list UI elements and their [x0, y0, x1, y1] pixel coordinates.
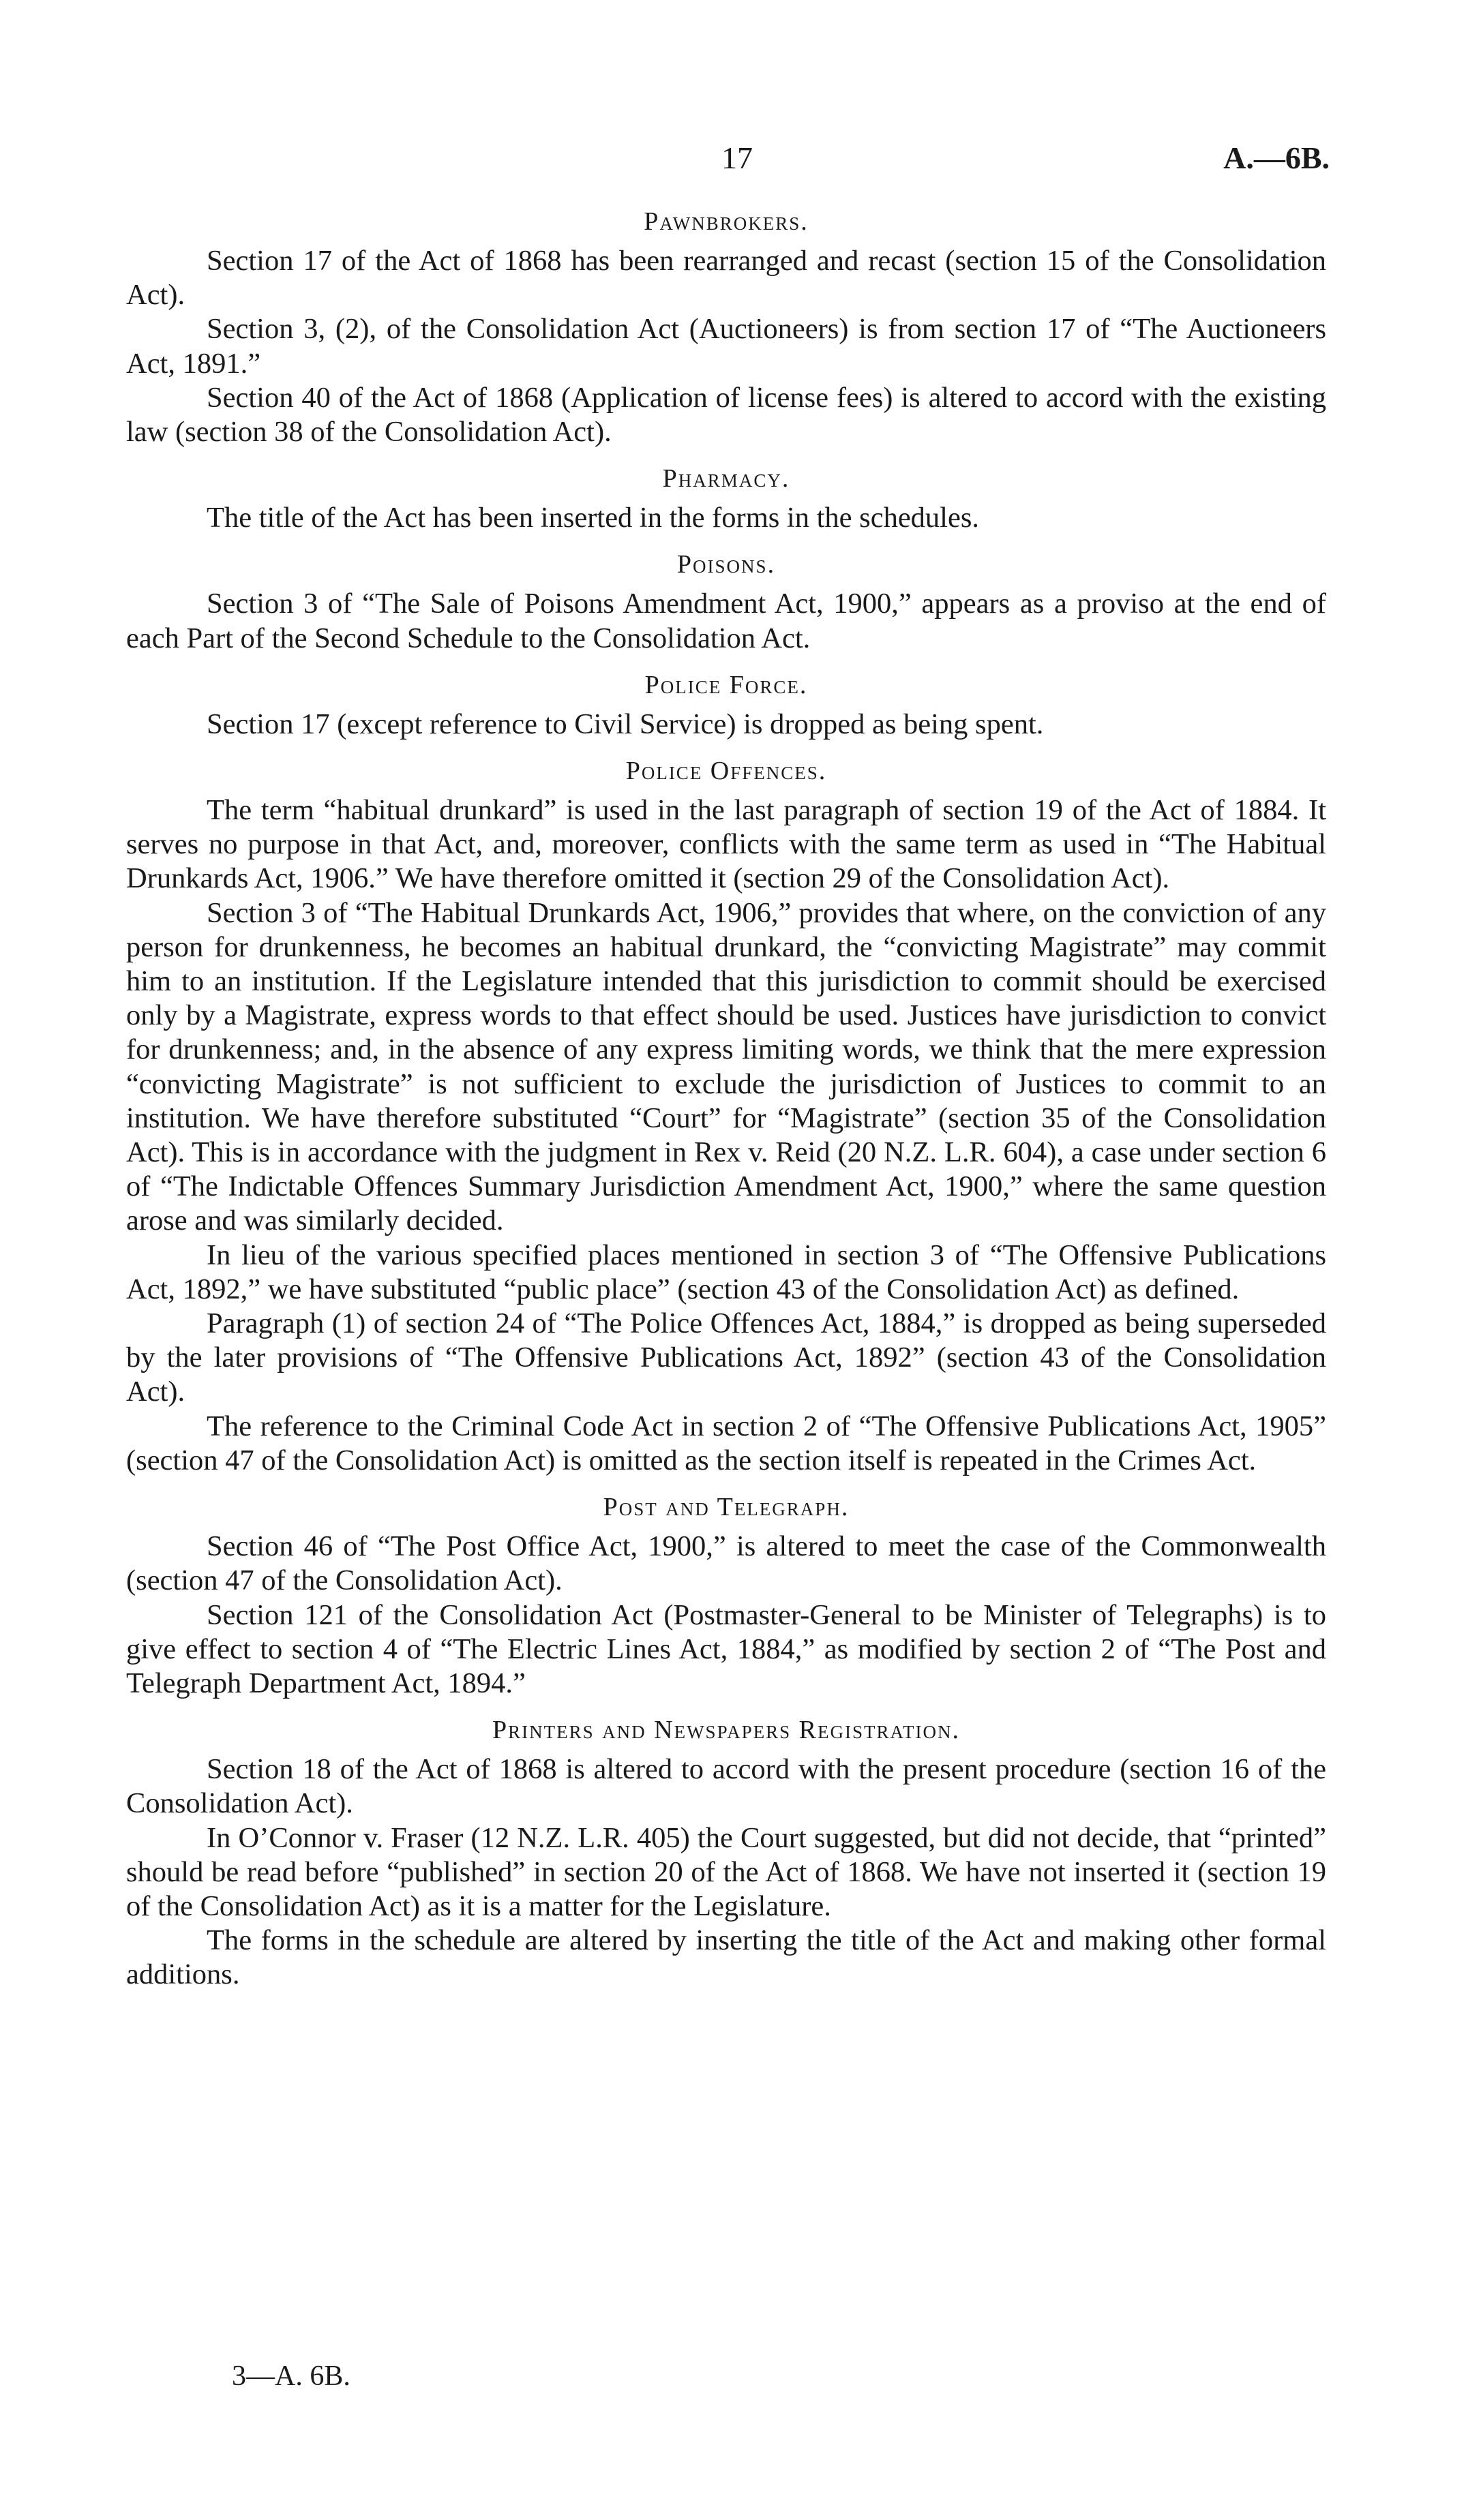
section-heading-poisons: Poisons. [676, 550, 776, 579]
section-heading-post-and-telegraph: Post and Telegraph. [603, 1493, 850, 1522]
paragraph: The reference to the Criminal Code Act in section 2 of “The Offensive Publications Act, 1905” (section 47 of the Consolidation Act) is omitted as the section itself is repeated in the Crimes Act. [126, 1410, 1326, 1476]
page-number: 17 [721, 140, 753, 175]
section-heading-printers-and-newspapers: Printers and Newspapers Registration. [492, 1716, 960, 1745]
paragraph: In O’Connor v. Fraser (12 N.Z. L.R. 405) the Court suggested, but did not decide, that “printed” should be read before “published” in section 20 of the Act of 1868. We have not inserted it (section 19 of the Consolidation Act) as it is a matter for the Legislature. [126, 1821, 1326, 1922]
paragraph: The title of the Act has been inserted in the forms in the schedules. [207, 502, 980, 534]
document-reference: A.—6B. [1223, 140, 1330, 175]
paragraph: Section 40 of the Act of 1868 (Application of license fees) is altered to accord with the existing law (section 38 of the Consolidation Act). [126, 381, 1326, 449]
paragraph: The term “habitual drunkard” is used in the last paragraph of section 19 of the Act of 1884. It serves no purpose in that Act, and, moreover, conflicts with the same term as used in “The Habitual Drunkards Act, 1906.” We have therefore omitted it (section 29 of the Consolidation Act). [126, 794, 1326, 895]
paragraph: Section 3 of “The Habitual Drunkards Act, 1906,” provides that where, on the conviction of any person for drunkenness, he becomes an habitual drunkard, the “convicting Magistrate” may commit him to an institution. If the Legislature intended that this jurisdiction to commit should be exercised only by a Magistrate, express words to that effect should be used. Justices have jurisdiction to convict for drunkenness; and, in the absence of any express limiting words, we think that the mere expression “convicting Magistrate” is not sufficient to exclude the jurisdiction of Justices to commit to an institution. We have therefore substituted “Court” for “Magistrate” (section 35 of the Consolidation Act). This is in accordance with the judgment in Rex v. Reid (20 N.Z. L.R. 604), a case under section 6 of “The Indictable Offences Summary Jurisdiction Amendment Act, 1900,” where the same question arose and was similarly decided. [126, 896, 1326, 1237]
section-heading-pharmacy: Pharmacy. [662, 464, 790, 494]
paragraph: Section 17 (except reference to Civil Service) is dropped as being spent. [207, 708, 1044, 740]
page-header [0, 140, 1466, 181]
page-content [126, 204, 1326, 1992]
section-heading-police-offences: Police Offences. [625, 757, 827, 786]
paragraph: Section 18 of the Act of 1868 is altered to accord with the present procedure (section 16 of the Consolidation Act). [126, 1753, 1326, 1820]
paragraph: Paragraph (1) of section 24 of “The Police Offences Act, 1884,” is dropped as being superseded by the later provisions of “The Offensive Publications Act, 1892” (section 43 of the Consolidation Act). [126, 1307, 1326, 1408]
section-heading-police-force: Police Force. [644, 670, 808, 699]
paragraph: Section 3 of “The Sale of Poisons Amendment Act, 1900,” appears as a proviso at the end of each Part of the Second Schedule to the Consolidation Act. [126, 588, 1326, 654]
paragraph: Section 46 of “The Post Office Act, 1900,” is altered to meet the case of the Commonwealth (section 47 of the Consolidation Act). [126, 1530, 1326, 1597]
paragraph: Section 3, (2), of the Consolidation Act (Auctioneers) is from section 17 of “The Auctioneers Act, 1891.” [126, 313, 1326, 380]
paragraph: Section 121 of the Consolidation Act (Postmaster-General to be Minister of Telegraphs) is to give effect to section 4 of “The Electric Lines Act, 1884,” as modified by section 2 of “The Post and Telegraph Department Act, 1894.” [126, 1598, 1326, 1699]
paragraph: In lieu of the various specified places mentioned in section 3 of “The Offensive Publications Act, 1892,” we have substituted “public place” (section 43 of the Consolidation Act) as defined. [126, 1239, 1326, 1305]
signature-mark: 3—A. 6B. [232, 2360, 350, 2392]
paragraph: The forms in the schedule are altered by inserting the title of the Act and making other formal additions. [126, 1924, 1326, 1991]
paragraph: Section 17 of the Act of 1868 has been rearranged and recast (section 15 of the Consolidation Act). [126, 245, 1326, 312]
section-heading-pawnbrokers: Pawnbrokers. [644, 207, 809, 236]
